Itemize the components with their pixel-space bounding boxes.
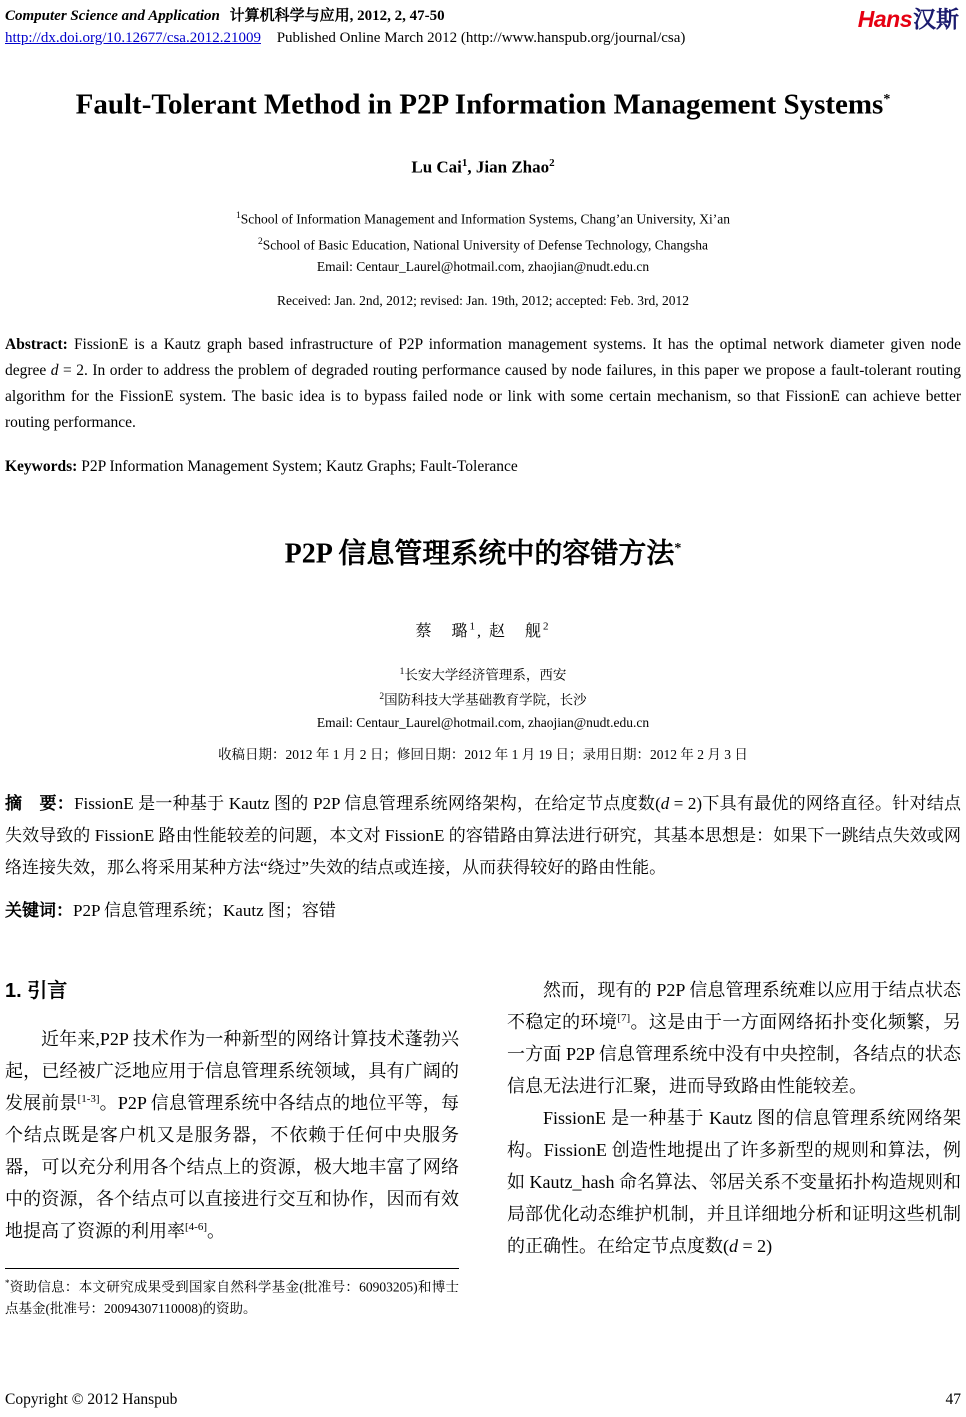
journal-name-zh: 计算机科学与应用, 2012, 2, 47-50 xyxy=(229,8,445,24)
affiliation-2-sup: 2 xyxy=(258,236,263,247)
section-1-heading: 1. 引言 xyxy=(5,979,68,1002)
abstract-zh-text-2: = 2)下具有最优的网络直径。针对结点失效导致的 FissionE 路由性能较差的问题，本文对 FissionE 的容错路由算法进行研究，其基本思想是：如果下一跳结点失效或网络连接失效，那么将采用某种方法“绕过”失效的结点或连接，从而获得较好的路由性能。 xyxy=(5,793,962,877)
keywords-en xyxy=(5,454,961,480)
author-2-sup-zh: 2 xyxy=(543,620,551,633)
footnote-asterisk: * xyxy=(5,1278,10,1289)
affiliation-1-sup: 1 xyxy=(236,211,241,222)
ref-marker-4-6: [4-6] xyxy=(185,1220,207,1233)
paper-title-zh-text: P2P 信息管理系统中的容错方法 xyxy=(284,538,675,570)
affiliations-zh xyxy=(5,661,961,734)
keywords-zh xyxy=(5,898,961,924)
ref-marker-7: [7] xyxy=(617,1011,631,1024)
abstract-label-zh: 摘 要： xyxy=(5,793,75,813)
intro-text-a: 近年来,P2P 技术作为一种新型的网络计算技术蓬勃兴起，已经被广泛地应用于信息管理系统领域，具有广阔的发展前景 xyxy=(5,1028,459,1113)
affiliation-1-sup-zh: 1 xyxy=(399,666,405,677)
footnote-separator xyxy=(5,1268,459,1269)
affiliation-2-text: School of Basic Education, National University of Defense Technology, Changsha xyxy=(262,237,708,253)
degree-variable: d xyxy=(50,362,59,380)
abstract-en xyxy=(5,332,961,436)
affiliation-2-text-zh: 国防科技大学基础教育学院，长沙 xyxy=(384,692,587,708)
email-line-en: Email: Centaur_Laurel@hotmail.com, zhaojian@nudt.edu.cn xyxy=(316,259,650,275)
body-paragraph-2 xyxy=(507,974,961,1102)
page-number: 47 xyxy=(945,1391,961,1408)
received-line-zh: 收稿日期：2012 年 1 月 2 日；修回日期：2012 年 1 月 19 日；录用日期：2012 年 2 月 3 日 xyxy=(218,746,748,762)
author-2-en: , Jian Zhao xyxy=(467,157,550,177)
intro-text-c: 。 xyxy=(207,1220,225,1241)
body-paragraph-3 xyxy=(507,1102,961,1262)
affiliation-2-en xyxy=(5,231,961,257)
journal-name-en: Computer Science and Application xyxy=(5,8,220,24)
intro-text-b: 。P2P 信息管理系统中各结点的地位平等，每个结点既是客户机又是服务器，不依赖于任何中央服务器，可以充分利用各个结点上的资源，极大地丰富了网络中的资源，各个结点可以直接进行交互和协作，因而有效地提高了资源的利用率 xyxy=(5,1092,459,1241)
keywords-label-zh: 关键词： xyxy=(5,900,73,920)
para2-text-b: 。这是由于一方面网络拓扑变化频繁，另一方面 P2P 信息管理系统中没有中央控制，各结点的状态信息无法进行汇聚，进而导致路由性能较差。 xyxy=(507,1011,962,1096)
author-2-sup: 2 xyxy=(549,156,555,169)
para3-text-a: FissionE 是一种基于 Kautz 图的信息管理系统网络架构。FissionE 创造性地提出了许多新型的规则和算法，例如 Kautz_hash 命名算法、邻居关系不变量拓扑构造规则和局部优化动态维护机制，并且详细地分析和证明这些机制的正确性。在给定节点度数( xyxy=(507,1107,961,1256)
authors-zh xyxy=(5,618,961,641)
body-columns xyxy=(5,974,961,1319)
author-2-zh: , 赵 舰 xyxy=(477,622,544,640)
footnote-text: 资助信息：本文研究成果受到国家自然科学基金(批准号：60903205)和博士点基金(批准号：20094307110008)的资助。 xyxy=(5,1279,459,1316)
ref-marker-1-3: [1-3] xyxy=(77,1092,100,1105)
affiliation-1-text: School of Information Management and Information Systems, Chang’an University, Xi’an xyxy=(240,211,730,227)
para3-text-b: = 2) xyxy=(738,1235,773,1256)
page-header xyxy=(5,6,961,48)
abstract-zh-text-1: FissionE 是一种基于 Kautz 图的 P2P 信息管理系统网络架构，在给定节点度数( xyxy=(74,793,661,813)
page-footer xyxy=(5,1391,961,1409)
degree-variable-body: d xyxy=(729,1235,738,1256)
degree-variable-zh: d xyxy=(660,793,670,813)
journal-title-line xyxy=(5,6,685,26)
author-1-sup-zh: 1 xyxy=(469,620,477,633)
abstract-text-1: FissionE is a Kautz graph based infrastructure of P2P information management systems. It has the optimal network diameter given node degree xyxy=(5,336,961,380)
left-column xyxy=(5,974,459,1319)
affiliation-2-sup-zh: 2 xyxy=(379,692,385,703)
abstract-text-2: = 2. In order to address the problem of degraded routing performance caused by node failures, in this paper we propose a fault-tolerant routing algorithm for the FissionE system. The basic idea is to bypass failed node or link with some certain mechanism, so that FissionE can achieve better routing performance. xyxy=(5,362,961,432)
keywords-text-en: P2P Information Management System; Kautz Graphs; Fault-Tolerance xyxy=(77,458,518,476)
right-column xyxy=(507,974,961,1319)
published-online-text: Published Online March 2012 (http://www.hanspub.org/journal/csa) xyxy=(276,30,686,46)
affiliation-2-zh xyxy=(5,686,961,712)
paper-title-en-text: Fault-Tolerant Method in P2P Information Management Systems xyxy=(75,88,884,121)
hans-logo-chinese: 汉斯 xyxy=(913,6,959,32)
doi-link[interactable]: http://dx.doi.org/10.12677/csa.2012.21009 xyxy=(5,30,261,46)
abstract-label-en: Abstract: xyxy=(5,336,68,354)
title-footnote-mark-zh: * xyxy=(674,541,682,557)
received-line-en: Received: Jan. 2nd, 2012; revised: Jan. 19th, 2012; accepted: Feb. 3rd, 2012 xyxy=(276,293,690,309)
funding-footnote xyxy=(5,1268,459,1319)
author-1-sup: 1 xyxy=(461,156,468,169)
email-line-zh: Email: Centaur_Laurel@hotmail.com, zhaojian@nudt.edu.cn xyxy=(316,714,650,730)
author-1-zh: 蔡 璐 xyxy=(415,622,470,640)
paper-title-en xyxy=(5,78,961,127)
abstract-zh xyxy=(5,788,961,884)
author-1-en: Lu Cai xyxy=(411,157,462,177)
doi-line xyxy=(5,28,685,48)
title-footnote-mark-en: * xyxy=(883,92,891,107)
affiliations-en xyxy=(5,205,961,278)
para2-text-a: 然而，现有的 P2P 信息管理系统难以应用于结点状态不稳定的环境 xyxy=(507,979,961,1032)
affiliation-1-zh xyxy=(5,661,961,687)
keywords-text-zh: P2P 信息管理系统；Kautz 图；容错 xyxy=(73,900,336,920)
authors-en xyxy=(5,157,961,178)
affiliation-1-en xyxy=(5,205,961,231)
header-left xyxy=(5,6,685,48)
hans-logo-latin: Hans xyxy=(857,6,912,32)
intro-paragraph-1 xyxy=(5,1023,459,1247)
hans-publisher-logo xyxy=(858,6,961,32)
affiliation-1-text-zh: 长安大学经济管理系，西安 xyxy=(404,667,567,683)
footer-copyright: Copyright © 2012 Hanspub xyxy=(5,1391,178,1408)
keywords-label-en: Keywords: xyxy=(5,458,78,476)
paper-title-zh xyxy=(5,528,961,575)
